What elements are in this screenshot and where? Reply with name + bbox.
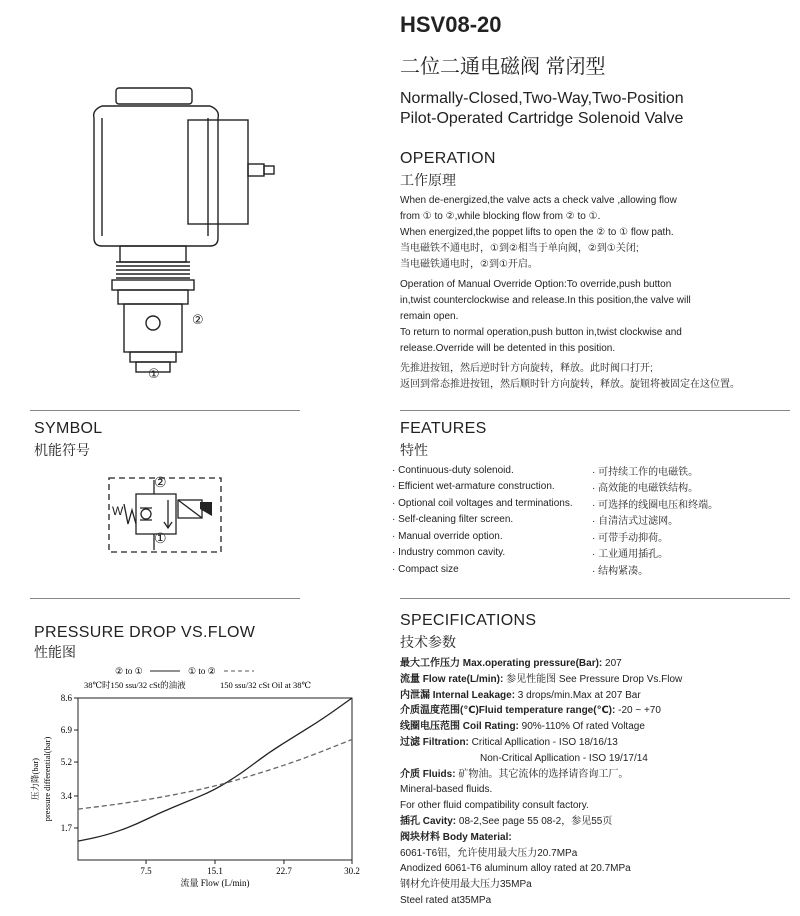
plot-frame	[78, 698, 352, 860]
operation-line: When de-energized,the valve acts a check valve ,allowing flow	[400, 195, 677, 206]
feature-row	[392, 545, 792, 562]
features-title-cn: 特性	[400, 442, 428, 458]
operation-line: from ① to ②,while blocking flow from ② to ①.	[400, 211, 601, 222]
spec-value: 参见性能图 See Pressure Drop Vs.Flow	[503, 673, 683, 685]
features-list	[392, 462, 792, 578]
y-axis-label-en: pressure differential(bar)	[42, 736, 52, 822]
spec-row	[400, 814, 795, 830]
spec-row	[400, 767, 795, 783]
operation-line: 返回到常态推进按钮，然后顺时针方向旋转，释放。旋钮将被固定在这位置。	[400, 379, 740, 390]
y-tick-label: 6.9	[60, 725, 72, 736]
spec-label: 内泄漏 Internal Leakage:	[400, 689, 516, 701]
spec-label: 插孔 Cavity:	[400, 815, 457, 827]
valve-drawing	[80, 80, 300, 390]
feature-en: · Manual override option.	[392, 530, 503, 542]
specs-title-cn: 技术参数	[400, 634, 456, 650]
pressure-drop-chart	[10, 660, 380, 916]
spec-label: 线圈电压范围 Coil Rating:	[400, 721, 519, 733]
symbol-w: W	[112, 504, 124, 518]
spec-row	[400, 846, 795, 862]
spec-value: 3 drops/min.Max at 207 Bar	[515, 689, 641, 701]
spec-row	[400, 877, 795, 893]
spec-row	[400, 688, 795, 704]
feature-row	[392, 528, 792, 545]
spec-value: 钢材允许使用最大压力35MPa	[400, 879, 532, 891]
spec-value: Non-Critical Apllication - ISO 19/17/14	[480, 752, 648, 764]
spec-value: -20 ~ +70	[615, 705, 661, 717]
operation-line: in,twist counterclockwise and release.In this position,the valve will	[400, 295, 691, 306]
y-tick-label: 5.2	[60, 757, 72, 768]
divider-right-1	[400, 410, 790, 411]
operation-line: When energized,the poppet lifts to open the ② to ① flow path.	[400, 227, 674, 238]
symbol-port1: ①	[154, 530, 167, 546]
feature-cn: · 可选择的线圈电压和终端。	[592, 499, 719, 511]
series-line-1to2	[78, 739, 352, 809]
feature-en: · Optional coil voltages and terminations.	[392, 497, 573, 509]
chart-subtitle-cn: 38℃时150 ssu/32 cSt的油液	[84, 680, 186, 690]
spec-row	[400, 751, 795, 767]
operation-line: remain open.	[400, 311, 459, 322]
spec-row	[400, 719, 795, 735]
symbol-port2: ②	[154, 474, 167, 490]
x-tick-label: 22.7	[276, 866, 292, 876]
feature-en: · Compact size	[392, 563, 459, 575]
spec-label: 最大工作压力 Max.operating pressure(Bar):	[400, 658, 603, 669]
spec-value: Anodized 6061-T6 aluminum alloy rated at 20.7MPa	[400, 863, 631, 875]
feature-en: · Continuous-duty solenoid.	[392, 464, 514, 476]
model-title: HSV08-20	[400, 12, 502, 37]
symbol-title-cn: 机能符号	[34, 442, 90, 458]
spec-row	[400, 656, 795, 672]
title-en-line2: Pilot-Operated Cartridge Solenoid Valve	[400, 110, 684, 127]
x-tick-label: 7.5	[140, 866, 152, 876]
feature-cn: · 自清洁式过滤网。	[592, 516, 679, 528]
operation-title-cn: 工作原理	[400, 172, 456, 188]
operation-line: Operation of Manual Override Option:To override,push button	[400, 279, 672, 290]
operation-line: 当电磁铁通电时，②到①开启。	[400, 259, 538, 270]
spec-value: 207	[602, 658, 622, 669]
spec-label: 阀块材料 Body Material:	[400, 831, 512, 843]
specs-list	[400, 656, 795, 909]
spec-row	[400, 893, 795, 909]
y-tick-label: 8.6	[60, 693, 72, 703]
spec-value: 90%-110% Of rated Voltage	[518, 721, 645, 733]
operation-line: 当电磁铁不通电时，①到②相当于单向阀，②到①关闭;	[400, 243, 639, 254]
spec-value: 6061-T6铝，允许使用最大压力20.7MPa	[400, 847, 578, 859]
spec-value: 矿物油。其它流体的选择请咨询工厂。	[455, 768, 629, 780]
feature-cn: · 工业通用插孔。	[592, 549, 669, 561]
feature-cn: · 结构紧凑。	[592, 565, 649, 577]
feature-en: · Efficient wet-armature construction.	[392, 481, 555, 493]
y-tick-label: 1.7	[60, 822, 72, 833]
feature-cn: · 可持续工作的电磁铁。	[592, 466, 699, 478]
spec-value: Mineral-based fluids.	[400, 784, 493, 796]
symbol-title-en: SYMBOL	[34, 420, 103, 437]
spec-row	[400, 782, 795, 798]
spec-row	[400, 672, 795, 688]
spec-row	[400, 798, 795, 814]
title-cn: 二位二通电磁阀 常闭型	[400, 56, 606, 78]
chart-subtitle-en: 150 ssu/32 cSt Oil at 38℃	[220, 680, 311, 690]
spec-value: Steel rated at35MPa	[400, 894, 492, 906]
port1-label: ①	[148, 366, 160, 381]
divider-right-2	[400, 598, 790, 599]
divider-left-1	[30, 410, 300, 411]
spec-value: 08-2,See page 55 08-2，参见55页	[456, 815, 613, 827]
feature-row	[392, 495, 792, 512]
spec-row	[400, 830, 795, 846]
y-axis-label-cn: 压力降(bar)	[30, 757, 40, 801]
feature-row	[392, 462, 792, 479]
y-tick-label: 3.4	[60, 790, 72, 801]
spec-row	[400, 735, 795, 751]
operation-line: To return to normal operation,push button in,twist clockwise and	[400, 327, 682, 338]
spec-value: Critical Apllication - ISO 18/16/13	[468, 736, 618, 748]
spec-row	[400, 861, 795, 877]
divider-left-2	[30, 598, 300, 599]
port2-label: ②	[192, 312, 204, 327]
operation-line: release.Override will be detented in this position.	[400, 343, 616, 354]
x-tick-label: 15.1	[207, 866, 223, 876]
pressure-drop-title-cn: 性能图	[34, 644, 76, 660]
x-tick-label: 30.2	[344, 866, 360, 876]
feature-en: · Industry common cavity.	[392, 547, 506, 559]
spec-label: 过滤 Filtration:	[400, 736, 469, 748]
specs-title-en: SPECIFICATIONS	[400, 612, 537, 629]
legend-label-2to1: ② to ①	[115, 666, 143, 676]
spec-value: For other fluid compatibility consult factory.	[400, 800, 589, 812]
spec-label: 介质 Fluids:	[400, 768, 456, 780]
legend-label-1to2: ① to ②	[188, 666, 216, 676]
pressure-drop-title-en: PRESSURE DROP VS.FLOW	[34, 624, 256, 641]
spec-row	[400, 703, 795, 719]
feature-row	[392, 561, 792, 578]
feature-row	[392, 479, 792, 496]
spec-label: 流量 Flow rate(L/min):	[400, 673, 504, 685]
feature-en: · Self-cleaning filter screen.	[392, 514, 514, 526]
series-line-2to1	[78, 698, 352, 841]
spec-label: 介质温度范围(℃)Fluid temperature range(℃):	[400, 705, 616, 717]
x-axis-label: 流量 Flow (L/min)	[180, 878, 250, 888]
operation-title-en: OPERATION	[400, 150, 496, 167]
operation-text	[400, 193, 790, 393]
title-en-line1: Normally-Closed,Two-Way,Two-Position	[400, 90, 684, 107]
feature-row	[392, 512, 792, 529]
features-title-en: FEATURES	[400, 420, 487, 437]
feature-cn: · 可带手动抑荷。	[592, 532, 669, 544]
feature-cn: · 高效能的电磁铁结构。	[592, 483, 699, 495]
operation-line: 先推进按钮，然后逆时针方向旋转，释放。此时阀口打开;	[400, 363, 653, 374]
